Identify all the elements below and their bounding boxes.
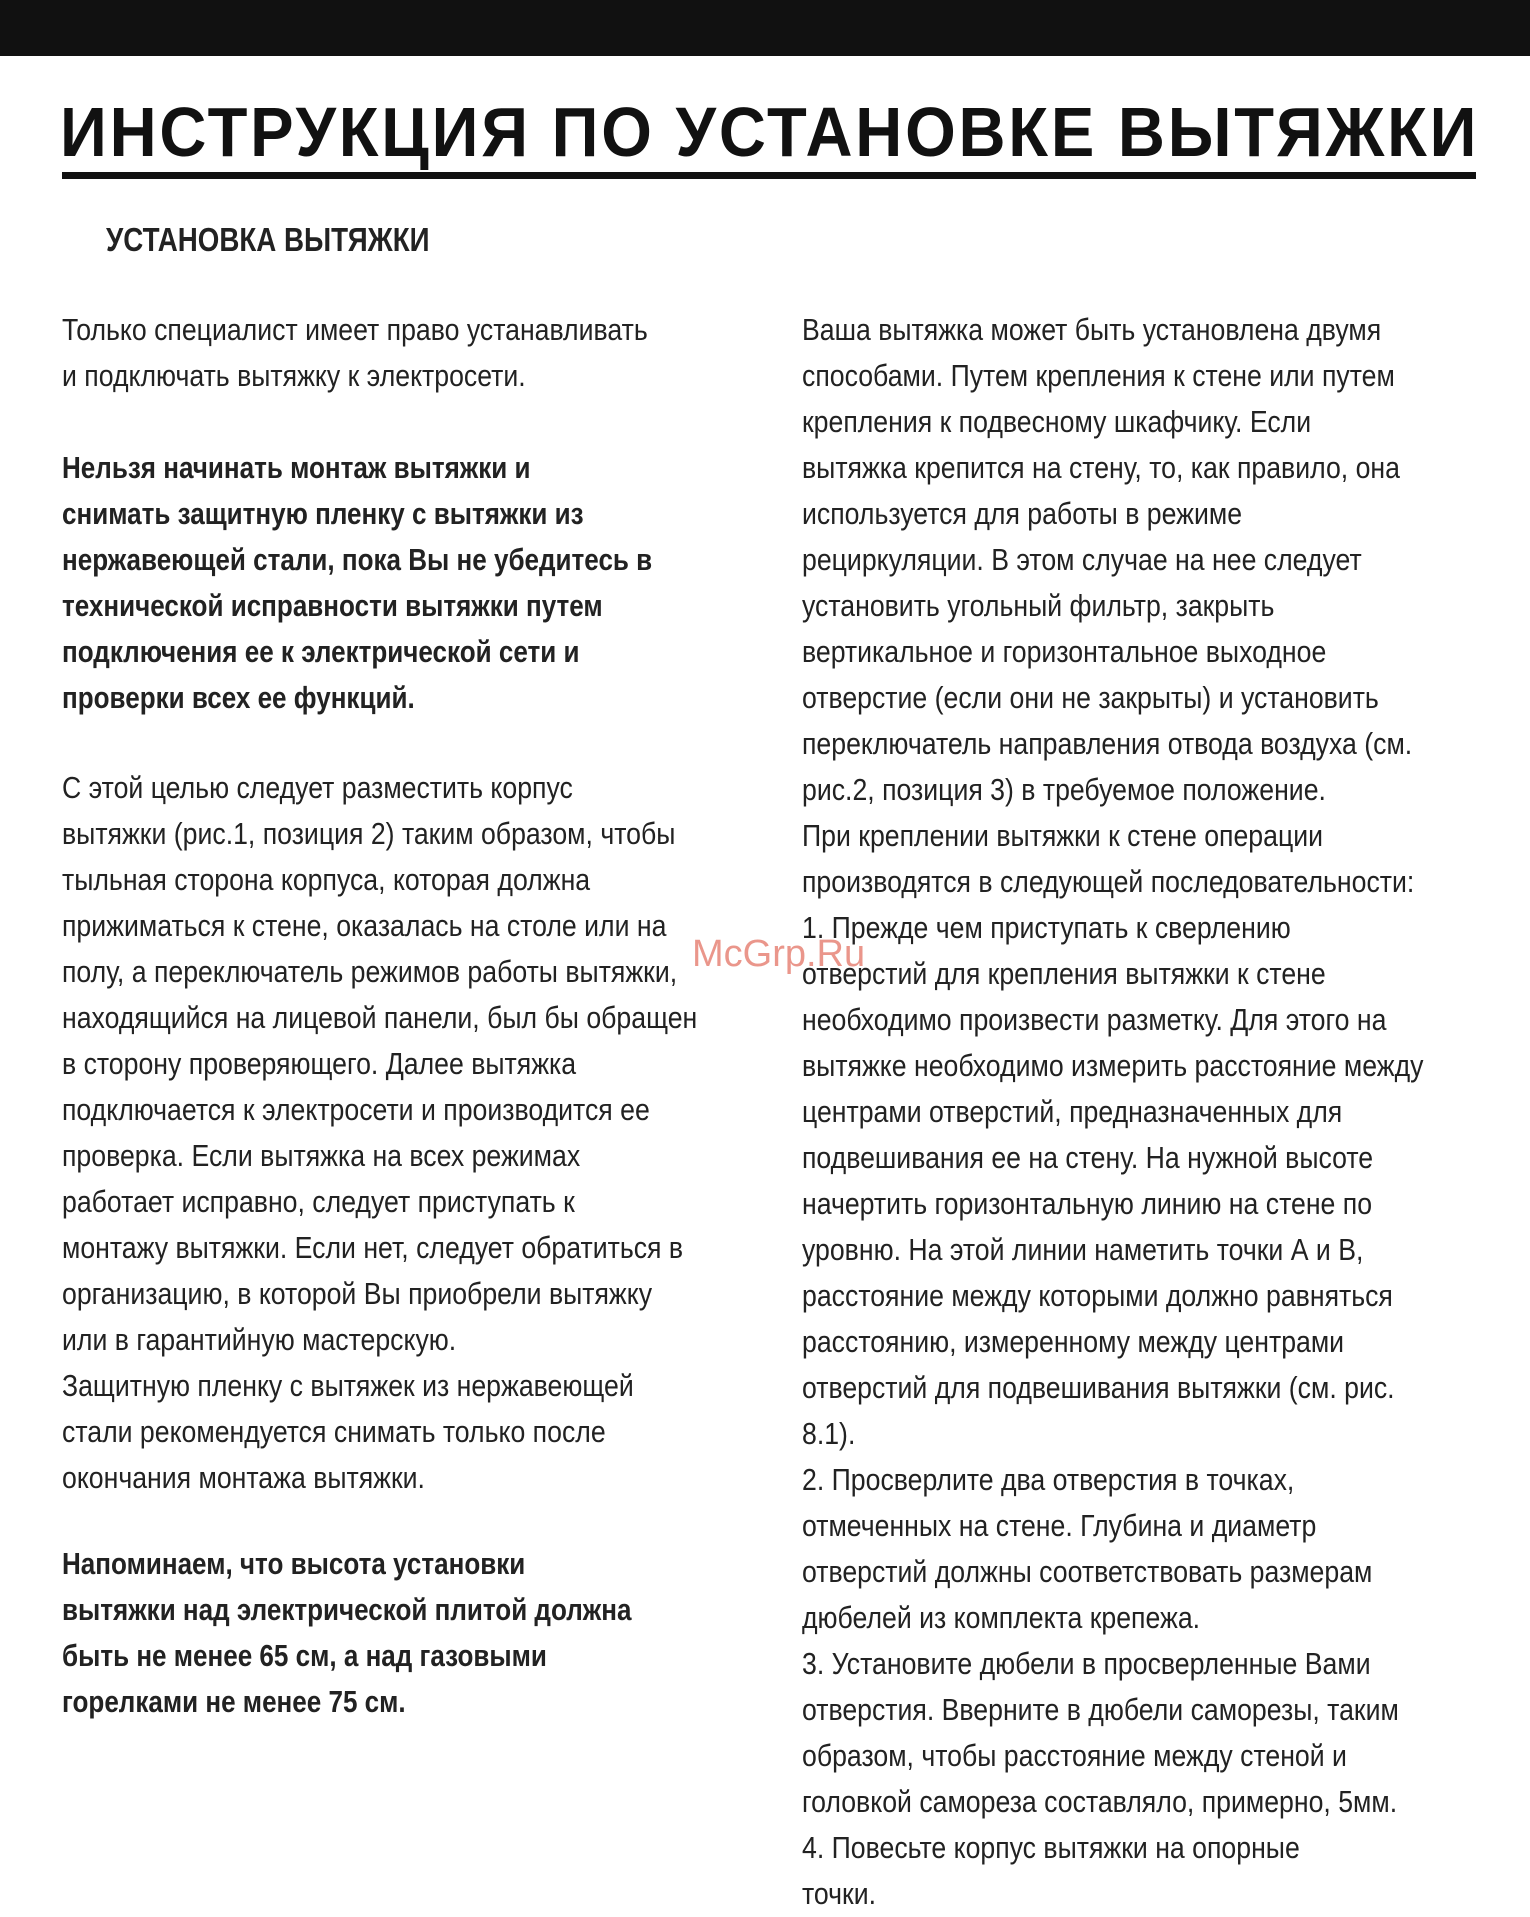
text-line: уровню. На этой линии наметить точки А и В,	[802, 1232, 1364, 1267]
text-line: Только специалист имеет право устанавливать	[62, 312, 648, 347]
reminder-paragraph	[62, 1541, 752, 1725]
text-line: подключения ее к электрической сети и	[62, 634, 580, 669]
text-line: необходимо произвести разметку. Для этого на	[802, 1002, 1387, 1037]
text-line: работает исправно, следует приступать к	[62, 1184, 575, 1219]
text-line: производятся в следующей последовательности:	[802, 864, 1415, 899]
text-line: вытяжки над электрической плитой должна	[62, 1592, 632, 1627]
text-line: При креплении вытяжки к стене операции	[802, 818, 1324, 853]
text-line: организацию, в которой Вы приобрели вытяжку	[62, 1276, 653, 1311]
text-line: отверстий для подвешивания вытяжки (см. рис.	[802, 1370, 1395, 1405]
text-line: точки.	[802, 1876, 877, 1911]
text-line: тыльная сторона корпуса, которая должна	[62, 862, 591, 897]
text-line: расстоянию, измеренному между центрами	[802, 1324, 1345, 1359]
text-line: 3. Установите дюбели в просверленные Вами	[802, 1646, 1371, 1681]
title-underline	[62, 172, 1476, 179]
text-line: или в гарантийную мастерскую.	[62, 1322, 457, 1357]
top-black-bar	[0, 0, 1530, 56]
text-line: технической исправности вытяжки путем	[62, 588, 603, 623]
text-line: начертить горизонтальную линию на стене по	[802, 1186, 1373, 1221]
text-line: и подключать вытяжку к электросети.	[62, 358, 526, 393]
text-line: Нельзя начинать монтаж вытяжки и	[62, 450, 531, 485]
text-line: вытяжке необходимо измерить расстояние между	[802, 1048, 1424, 1083]
text-line: вытяжка крепится на стену, то, как правило, она	[802, 450, 1400, 485]
text-line: подключается к электросети и производится ее	[62, 1092, 650, 1127]
text-line: С этой целью следует разместить корпус	[62, 770, 573, 805]
left-column	[62, 307, 752, 1725]
text-line: переключатель направления отвода воздуха (см.	[802, 726, 1413, 761]
text-line: 8.1).	[802, 1416, 856, 1451]
text-line: вертикальное и горизонтальное выходное	[802, 634, 1327, 669]
text-line: Ваша вытяжка может быть установлена двумя	[802, 312, 1382, 347]
text-line: используется для работы в режиме	[802, 496, 1243, 531]
text-line: в сторону проверяющего. Далее вытяжка	[62, 1046, 577, 1081]
text-line: монтажу вытяжки. Если нет, следует обратиться в	[62, 1230, 684, 1265]
text-line: образом, чтобы расстояние между стеной и	[802, 1738, 1347, 1773]
procedure-paragraph	[62, 765, 752, 1501]
text-line: головкой самореза составляло, примерно, 5мм.	[802, 1784, 1398, 1819]
text-line: проверка. Если вытяжка на всех режимах	[62, 1138, 581, 1173]
text-line: прижиматься к стене, оказалась на столе или на	[62, 908, 667, 943]
text-line: снимать защитную пленку с вытяжки из	[62, 496, 584, 531]
text-line: 4. Повесьте корпус вытяжки на опорные	[802, 1830, 1300, 1865]
right-column	[802, 307, 1502, 1917]
intro-paragraph	[62, 307, 752, 399]
text-line: отверстия. Вверните в дюбели саморезы, таким	[802, 1692, 1399, 1727]
text-line: отверстий должны соответствовать размерам	[802, 1554, 1373, 1589]
warning-paragraph	[62, 445, 752, 721]
text-line: вытяжки (рис.1, позиция 2) таким образом, чтобы	[62, 816, 676, 851]
text-line: стали рекомендуется снимать только после	[62, 1414, 606, 1449]
page-title: ИНСТРУКЦИЯ ПО УСТАНОВКЕ ВЫТЯЖКИ	[60, 93, 1480, 171]
text-line: быть не менее 65 см, а над газовыми	[62, 1638, 547, 1673]
text-line: рециркуляции. В этом случае на нее следует	[802, 542, 1362, 577]
text-line: нержавеющей стали, пока Вы не убедитесь в	[62, 542, 653, 577]
text-line: центрами отверстий, предназначенных для	[802, 1094, 1343, 1129]
text-line: проверки всех ее функций.	[62, 680, 415, 715]
text-line: полу, а переключатель режимов работы вытяжки,	[62, 954, 678, 989]
text-line: отмеченных на стене. Глубина и диаметр	[802, 1508, 1317, 1543]
section-heading: УСТАНОВКА ВЫТЯЖКИ	[106, 221, 430, 258]
text-line: окончания монтажа вытяжки.	[62, 1460, 425, 1495]
text-line: дюбелей из комплекта крепежа.	[802, 1600, 1201, 1635]
text-line: крепления к подвесному шкафчику. Если	[802, 404, 1312, 439]
text-line: рис.2, позиция 3) в требуемое положение.	[802, 772, 1326, 807]
text-line: подвешивания ее на стену. На нужной высоте	[802, 1140, 1374, 1175]
text-line: способами. Путем крепления к стене или путем	[802, 358, 1395, 393]
text-line: 2. Просверлите два отверстия в точках,	[802, 1462, 1295, 1497]
watermark: McGrp.Ru	[692, 933, 866, 975]
text-line: отверстий для крепления вытяжки к стене	[802, 956, 1326, 991]
text-line: находящийся на лицевой панели, был бы обращен	[62, 1000, 698, 1035]
text-line: расстояние между которыми должно равняться	[802, 1278, 1393, 1313]
text-line: горелками не менее 75 см.	[62, 1684, 406, 1719]
text-line: Напоминаем, что высота установки	[62, 1546, 526, 1581]
text-line: Защитную пленку с вытяжек из нержавеющей	[62, 1368, 634, 1403]
text-line: отверстие (если они не закрыты) и установить	[802, 680, 1379, 715]
text-line: 1. Прежде чем приступать к сверлению	[802, 910, 1291, 945]
text-line: установить угольный фильтр, закрыть	[802, 588, 1275, 623]
